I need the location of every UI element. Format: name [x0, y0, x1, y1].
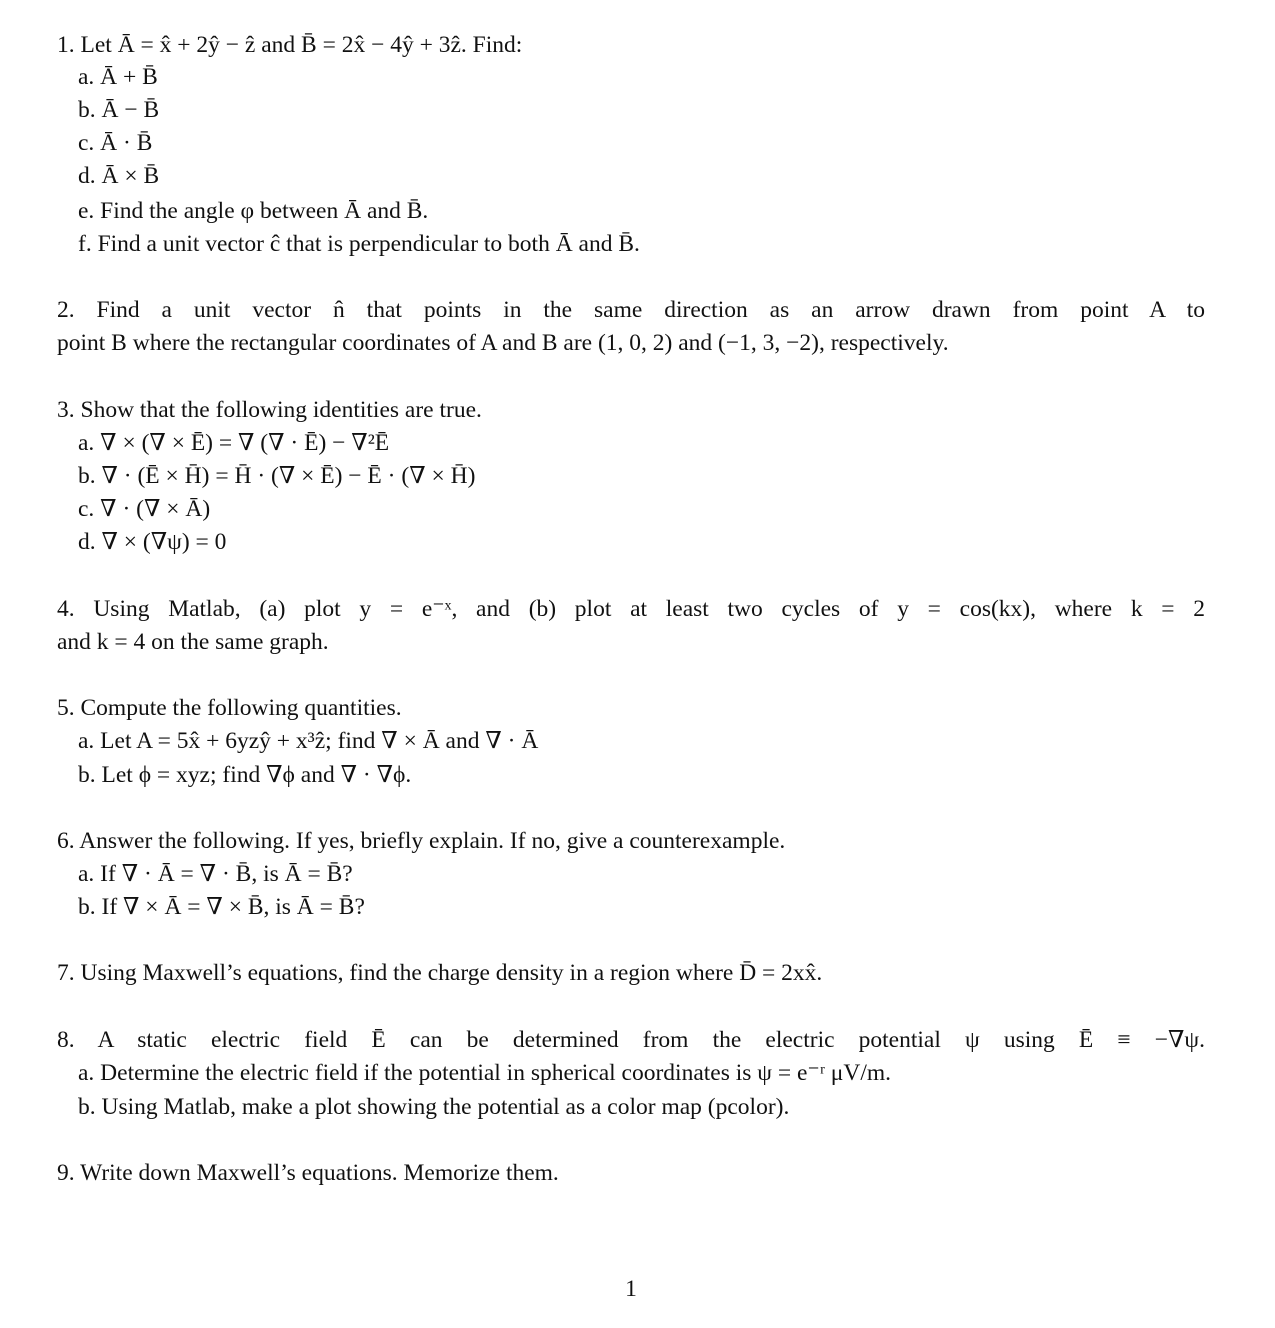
page-number: 1 [625, 1276, 637, 1302]
problem-2-line-2: point B where the rectangular coordinates of A and B are (1, 0, 2) and (−1, 3, −2), respectively. [57, 330, 949, 356]
problem-3b: b. ∇ · (Ē × H̄) = H̄ · (∇ × Ē) − Ē · (∇ × H̄) [78, 463, 476, 489]
problem-5-stem: 5. Compute the following quantities. [57, 695, 402, 721]
problem-5b: b. Let ϕ = xyz; find ∇ϕ and ∇ · ∇ϕ. [78, 762, 412, 788]
problem-2-line-1: 2. Find a unit vector n̂ that points in the same direction as an arrow drawn from point A to [57, 297, 1205, 323]
problem-8a: a. Determine the electric field if the potential in spherical coordinates is ψ = e⁻ʳ μV/m. [78, 1060, 892, 1086]
problem-3d: d. ∇ × (∇ψ) = 0 [78, 529, 227, 555]
problem-4-line-1: 4. Using Matlab, (a) plot y = e⁻ˣ, and (b) plot at least two cycles of y = cos(kx), where k = 2 [57, 596, 1205, 622]
problem-1f: f. Find a unit vector ĉ that is perpendicular to both Ā and B̄. [78, 231, 640, 257]
problem-9-stem: 9. Write down Maxwell’s equations. Memorize them. [57, 1160, 559, 1186]
problem-1d: d. Ā × B̄ [78, 163, 160, 189]
problem-6a: a. If ∇ · Ā = ∇ · B̄, is Ā = B̄? [78, 861, 353, 887]
problem-6b: b. If ∇ × Ā = ∇ × B̄, is Ā = B̄? [78, 894, 365, 920]
problem-1a: a. Ā + B̄ [78, 64, 158, 90]
problem-7-stem: 7. Using Maxwell’s equations, find the charge density in a region where D̄ = 2xx̂. [57, 960, 823, 986]
problem-1e: e. Find the angle φ between Ā and B̄. [78, 198, 429, 224]
problem-3c: c. ∇ · (∇ × Ā) [78, 496, 211, 522]
problem-1c: c. Ā · B̄ [78, 130, 153, 156]
problem-6-stem: 6. Answer the following. If yes, briefly explain. If no, give a counterexample. [57, 828, 786, 854]
problem-5a: a. Let A = 5x̂ + 6yzŷ + x³ẑ; find ∇ × Ā and ∇ · Ā [78, 728, 539, 754]
problem-1-stem: 1. Let Ā = x̂ + 2ŷ − ẑ and B̄ = 2x̂ − 4ŷ + 3ẑ. Find: [57, 32, 523, 58]
problem-8-stem: 8. A static electric field Ē can be determined from the electric potential ψ using Ē ≡ −∇ψ. [57, 1027, 1205, 1053]
problem-4-line-2: and k = 4 on the same graph. [57, 629, 329, 655]
problem-3-stem: 3. Show that the following identities are true. [57, 397, 482, 423]
problem-8b: b. Using Matlab, make a plot showing the potential as a color map (pcolor). [78, 1094, 790, 1120]
problem-3a: a. ∇ × (∇ × Ē) = ∇ (∇ · Ē) − ∇²Ē [78, 430, 390, 456]
problem-1b: b. Ā − B̄ [78, 97, 160, 123]
